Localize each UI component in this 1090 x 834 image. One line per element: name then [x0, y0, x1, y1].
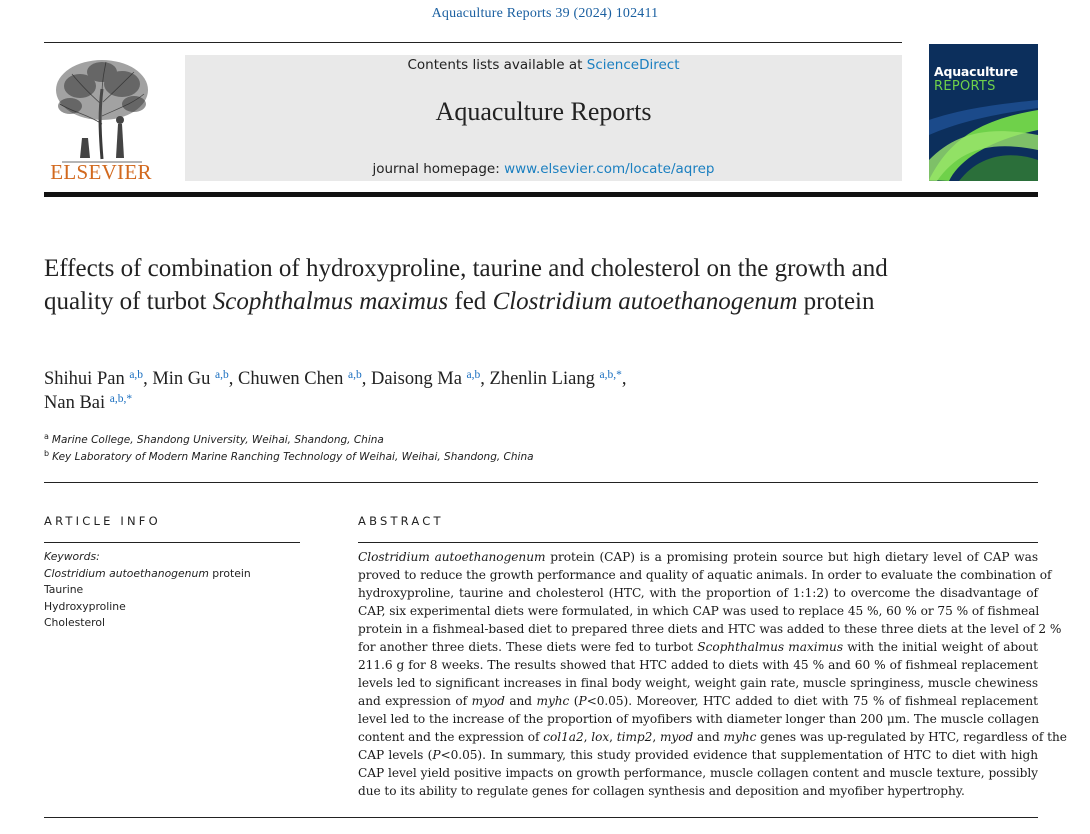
abstract-line: for another three diets. These diets were fed to turbot Scophthalmus maximus with the initial weight of about	[358, 640, 1038, 654]
abstract-body	[358, 548, 1067, 800]
author-name[interactable]: Min Gu	[152, 369, 211, 389]
author-name[interactable]: Nan Bai	[44, 393, 106, 413]
keyword-text: Clostridium autoethanogenum	[44, 566, 209, 580]
author-affiliation-mark[interactable]: a,b,*	[109, 393, 133, 405]
article-title	[44, 252, 924, 318]
abstract-heading: ABSTRACT	[358, 514, 444, 528]
author-affiliation-mark[interactable]: a,b	[466, 369, 481, 381]
keyword-item: Hydroxyproline	[44, 599, 126, 613]
keyword-item: Clostridium autoethanogenum protein	[44, 566, 251, 580]
author-list: Shihui Pan $^{a,b}$, Min Gu $^{a,b}$, Chuwen Chen $^{a,b}$, Daisong Ma $^{a,b}$, Zhenlin Liang $^{a,b,*}$, Nan Bai $^{a,b,*}$	[44, 369, 627, 413]
abstract-line: due to its ability to regulate genes for collagen synthesis and deposition and myofiber hypertrophy.	[358, 784, 965, 798]
author-affiliation-mark[interactable]: a,b	[129, 369, 144, 381]
abstract-line: levels led to significant increases in final body weight, weight gain rate, muscle springiness, muscle chewiness	[358, 676, 1038, 690]
title-species: Scophthalmus maximus	[212, 288, 449, 315]
homepage-link[interactable]: www.elsevier.com/locate/aqrep	[504, 161, 715, 177]
abstract-line: CAP level yield positive impacts on growth performance, muscle collagen content and muscle texture, possibly	[358, 766, 1038, 780]
sciencedirect-link[interactable]: ScienceDirect	[586, 57, 680, 73]
affiliation-mark: a	[44, 432, 49, 441]
title-part-3: protein	[797, 288, 875, 315]
keywords-label: Keywords:	[44, 550, 100, 563]
title-part-1: Effects of combination of hydroxyproline, taurine and cholesterol on the growth and quality of turbot	[44, 255, 888, 315]
author-name[interactable]: Zhenlin Liang	[489, 369, 595, 389]
affiliation-b	[44, 451, 534, 463]
article-info-heading: ARTICLE INFO	[44, 514, 161, 528]
keywords-block	[44, 549, 300, 632]
abstract-line: CAP, six experimental diets were formulated, in which CAP was used to replace 45 %, 60 % or 75 % of fishmeal	[358, 604, 1040, 618]
abstract-line: 211.6 g for 8 weeks. The results showed that HTC added to diets with 45 % and 60 % of fishmeal replacement	[358, 658, 1038, 672]
citation-line[interactable]: Aquaculture Reports 39 (2024) 102411	[431, 6, 659, 21]
journal-cover-image[interactable]	[929, 44, 1038, 181]
affiliation-text: Key Laboratory of Modern Marine Ranching Technology of Weihai, Weihai, Shandong, China	[52, 451, 534, 463]
elsevier-logo-text[interactable]: ELSEVIER	[50, 160, 152, 184]
keyword-item: Cholesterol	[44, 616, 105, 629]
author-name[interactable]: Chuwen Chen	[238, 369, 344, 389]
abstract-line: hydroxyproline, taurine and cholesterol (HTC, with the proportion of 1:1:2) to overcome the disadvantage of	[358, 586, 1038, 600]
author-affiliation-mark[interactable]: a,b,*	[599, 369, 622, 381]
journal-title: Aquaculture Reports	[435, 97, 652, 126]
author-name[interactable]: Daisong Ma	[370, 369, 462, 389]
section-rule	[44, 482, 1038, 483]
homepage-line	[185, 161, 902, 177]
cover-title-line1: Aquaculture	[934, 64, 1018, 79]
affiliation-mark: b	[44, 449, 50, 458]
title-part-2: fed	[448, 288, 493, 315]
abstract-line: and expression of myod and myhc (P<0.05). Moreover, HTC added to diet with 75 % of fishmeal replacement	[358, 694, 1039, 708]
abstract-rule	[358, 542, 1038, 543]
title-organism: Clostridium autoethanogenum	[492, 288, 798, 315]
keyword-item: Taurine	[44, 583, 84, 596]
abstract-line: protein in a fishmeal-based diet to prepared three diets and HTC was added to these three diets at the level of 2 %	[358, 622, 1062, 636]
affiliation-text: Marine College, Shandong University, Weihai, Shandong, China	[51, 434, 384, 446]
abstract-line: Clostridium autoethanogenum protein (CAP) is a promising protein source but high dietary level of CAP was	[358, 550, 1039, 564]
abstract-line: level led to the increase of the proportion of myofibers with diameter longer than 200 μm. The muscle collagen	[358, 712, 1040, 726]
contents-prefix: Contents lists available at	[407, 57, 587, 73]
author-affiliation-mark[interactable]: a,b	[347, 369, 362, 381]
abstract-line: CAP levels (P<0.05). In summary, this study provided evidence that supplementation of HTC to diet with high	[358, 748, 1038, 762]
author-name[interactable]: Shihui Pan	[44, 369, 125, 389]
contents-line	[185, 57, 902, 73]
header-thick-rule	[44, 192, 1038, 197]
abstract-line: content and the expression of col1a2, lox, timp2, myod and myhc genes was up-regulated by HTC, regardless of the	[358, 730, 1067, 744]
header-rule	[44, 42, 902, 43]
cover-art-icon	[929, 100, 1038, 181]
cover-title-line2: REPORTS	[934, 79, 996, 94]
affiliation-a	[44, 434, 384, 446]
footer-rule	[44, 817, 1038, 818]
article-info-rule	[44, 542, 300, 543]
journal-banner	[185, 55, 902, 181]
homepage-prefix: journal homepage:	[372, 161, 505, 177]
author-affiliation-mark[interactable]: a,b	[215, 369, 229, 381]
abstract-line: proved to reduce the growth performance and quality of aquatic animals. In order to evaluate the combination of	[358, 568, 1052, 582]
